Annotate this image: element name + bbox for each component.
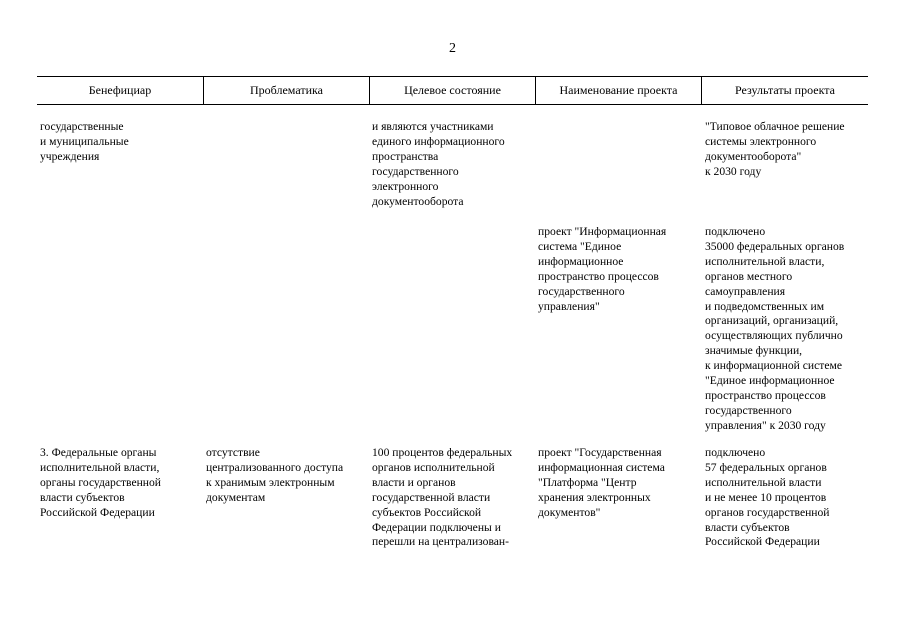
header-project-results: Результаты проекта [701,77,868,104]
row2-project-name-cell: проект "Информационная система "Единое информационное пространство процессов государственного управления" [538,225,667,313]
row3-problem-cell: отсутствие централизованного доступа к хранимым электронным документам [206,446,344,504]
page-number: 2 [449,41,456,56]
row3-beneficiary-cell: 3. Федеральные органы исполнительной власти, органы государственной власти субъектов Российской Федерации [40,446,162,519]
header-project-name: Наименование проекта [535,77,701,104]
header-beneficiary: Бенефициар [88,83,152,97]
row3-target-state-cell: 100 процентов федеральных органов исполнительной власти и органов государственной власти субъектов Российской Федерации подключены и перешли на централизован- [372,446,513,549]
row2-results-cell: подключено 35000 федеральных органов исполнительной власти, органов местного самоуправления и подведомственных им организаций, организаций, осуществляющих публично значимые функции, к информационной системе "Единое информационное пространство процессов государственного управления" к 2030 году [705,225,845,432]
header-problem: Проблематика [203,77,369,104]
row1-results-cell: "Типовое облачное решение системы электронного документооборота" к 2030 году [705,120,845,178]
table-header-bottom-border [37,104,868,105]
row3-results-cell: подключено 57 федеральных органов исполнительной власти и не менее 10 процентов органов государственной власти субъектов Российской Федерации [705,446,830,549]
row1-beneficiary-cell: государственные и муниципальные учреждения [40,120,129,163]
row3-project-name-cell: проект "Государственная информационная система "Платформа "Центр хранения электронных документов" [538,446,665,519]
table-header-row [37,77,868,104]
row1-target-state-cell: и являются участниками единого информационного пространства государственного электронного документооборота [372,120,505,208]
header-target-state: Целевое состояние [369,77,535,104]
